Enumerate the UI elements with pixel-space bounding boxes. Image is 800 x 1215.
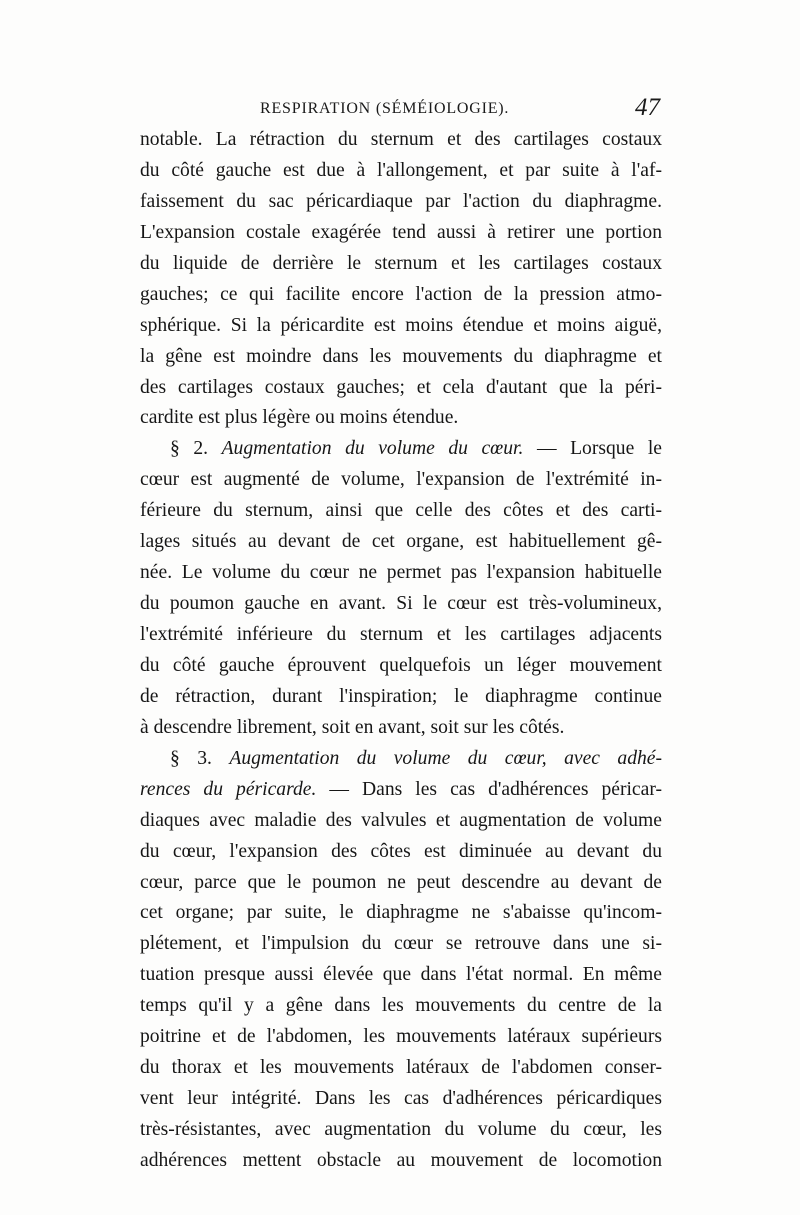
text-line: sphérique. Si la péricardite est moins étendue et moins aiguë, bbox=[140, 314, 662, 336]
text-line: des cartilages costaux gauches; et cela d'autant que la péri- bbox=[140, 376, 662, 398]
text-line: l'extrémité inférieure du sternum et les cartilages adjacents bbox=[140, 624, 662, 645]
text-line: cet organe; par suite, le diaphragme ne s'abaisse qu'incom- bbox=[140, 902, 662, 924]
text-line: du côté gauche est due à l'allongement, et par suite à l'af- bbox=[140, 159, 662, 181]
text-line: cardite est plus légère ou moins étendue. bbox=[140, 407, 459, 429]
text-line: faissement du sac péricardiaque par l'action du diaphragme. bbox=[140, 190, 662, 212]
section-heading-line bbox=[140, 775, 662, 806]
text-block bbox=[140, 125, 662, 1177]
section-heading-line bbox=[140, 744, 662, 775]
section-title: Augmentation du volume du cœur. bbox=[221, 438, 524, 460]
text-line: lages situés au devant de cet organe, est habituellement gê- bbox=[140, 531, 662, 553]
text-line: notable. La rétraction du sternum et des cartilages costaux bbox=[140, 129, 662, 150]
text-line: gauches; ce qui facilite encore l'action de la pression atmo- bbox=[140, 283, 662, 305]
section-title-continued: rences du péricarde. bbox=[140, 778, 317, 800]
text-line: vent leur intégrité. Dans les cas d'adhérences péricardiques bbox=[140, 1088, 662, 1110]
text-line: du liquide de derrière le sternum et les cartilages costaux bbox=[140, 252, 662, 274]
section-lead-text: — Lorsque le bbox=[536, 438, 662, 460]
section-number: § 2. bbox=[170, 438, 209, 460]
text-line: née. Le volume du cœur ne permet pas l'expansion habituelle bbox=[140, 562, 662, 584]
text-line: cœur, parce que le poumon ne peut descendre au devant de bbox=[140, 871, 662, 893]
text-line: de rétraction, durant l'inspiration; le diaphragme continue bbox=[140, 685, 662, 707]
section-number: § 3. bbox=[170, 747, 212, 769]
text-line: la gêne est moindre dans les mouvements du diaphragme et bbox=[140, 345, 662, 367]
text-line: cœur est augmenté de volume, l'expansion de l'extrémité in- bbox=[140, 469, 662, 491]
text-line: du poumon gauche en avant. Si le cœur est très-volumineux, bbox=[140, 593, 662, 615]
paragraph-pericarditis bbox=[140, 125, 662, 434]
section-title: Augmentation du volume du cœur, avec adhé- bbox=[229, 747, 663, 769]
running-head bbox=[140, 94, 660, 122]
text-line: très-résistantes, avec augmentation du volume du cœur, les bbox=[140, 1119, 662, 1140]
section-heading-line bbox=[140, 434, 662, 465]
text-line: plétement, et l'impulsion du cœur se retrouve dans une si- bbox=[140, 933, 662, 955]
text-line: diaques avec maladie des valvules et augmentation de volume bbox=[140, 809, 662, 831]
text-line: du côté gauche éprouvent quelquefois un léger mouvement bbox=[140, 654, 662, 676]
text-line: férieure du sternum, ainsi que celle des côtes et des carti- bbox=[140, 500, 662, 522]
section-lead-text: — Dans les cas d'adhérences péricar- bbox=[329, 778, 662, 800]
text-line: à descendre librement, soit en avant, soit sur les côtés. bbox=[140, 716, 565, 738]
text-line: L'expansion costale exagérée tend aussi à retirer une portion bbox=[140, 221, 662, 243]
text-line: temps qu'il y a gêne dans les mouvements du centre de la bbox=[140, 995, 662, 1017]
section-3-heart-adhesions bbox=[140, 744, 662, 1177]
text-line: poitrine et de l'abdomen, les mouvements latéraux supérieurs bbox=[140, 1026, 662, 1048]
text-line: tuation presque aussi élevée que dans l'état normal. En même bbox=[140, 964, 662, 986]
page-number: 47 bbox=[635, 94, 660, 121]
running-title: RESPIRATION (SÉMÉIOLOGIE). bbox=[260, 100, 510, 117]
section-2-heart-enlargement bbox=[140, 434, 662, 743]
text-line: adhérences mettent obstacle au mouvement de locomotion bbox=[140, 1149, 662, 1171]
text-line: du thorax et les mouvements latéraux de l'abdomen conser- bbox=[140, 1057, 662, 1079]
text-line: du cœur, l'expansion des côtes est diminuée au devant du bbox=[140, 840, 662, 862]
